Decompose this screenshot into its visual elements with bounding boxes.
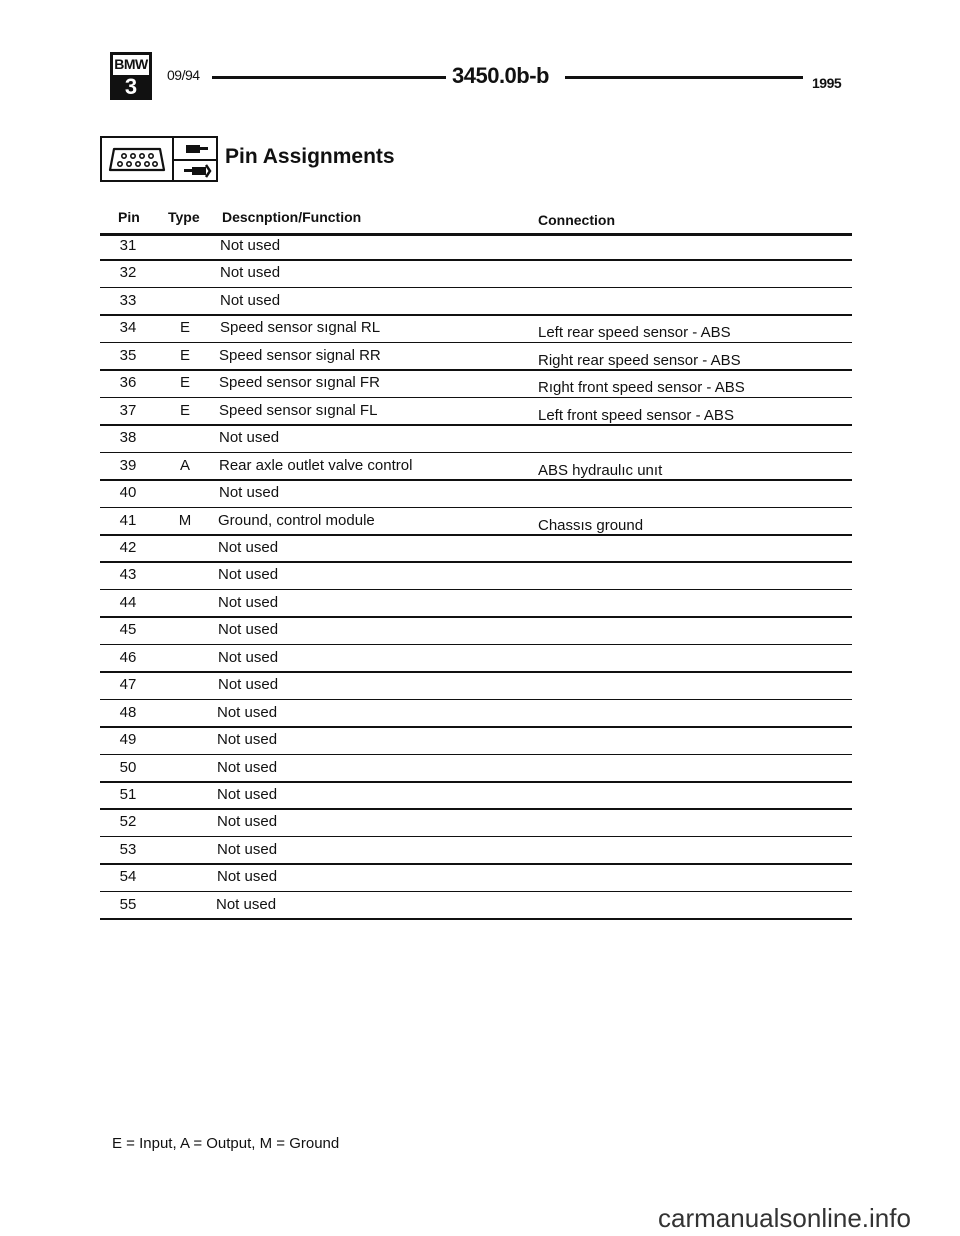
pin-number: 50 — [119, 758, 137, 776]
pin-connection: Rıght front speed sensor - ABS — [538, 379, 745, 397]
pin-type: E — [179, 319, 190, 337]
pin-number: 46 — [119, 648, 137, 666]
document-code: 3450.0b-b — [452, 63, 549, 88]
pin-number: 51 — [119, 786, 137, 803]
pin-description: Not used — [218, 593, 279, 611]
pin-number: 32 — [119, 264, 137, 282]
pin-number: 35 — [119, 346, 137, 364]
row-separator — [100, 863, 852, 865]
row-separator — [100, 259, 852, 261]
pin-connection: Left front speed sensor - ABS — [538, 406, 734, 424]
pin-description: Not used — [217, 868, 278, 886]
pin-description: Not used — [217, 703, 278, 721]
bmw-3-series-logo — [110, 52, 152, 100]
pin-type-icon — [176, 140, 216, 180]
pin-connection: ABS hydraulıc unıt — [538, 461, 663, 479]
column-header-description: Descnption/Function — [222, 209, 362, 225]
pin-number: 39 — [119, 456, 137, 474]
row-separator — [100, 534, 852, 536]
pin-description: Ground, control module — [218, 511, 375, 529]
pin-number: 36 — [119, 374, 137, 392]
pin-number: 42 — [119, 538, 137, 556]
pin-description: Not used — [218, 648, 279, 666]
pin-type: E — [179, 401, 190, 419]
section-title: Pin Assignments — [225, 145, 395, 168]
pin-number: 45 — [119, 621, 137, 639]
pin-type: E — [179, 346, 190, 364]
pin-number: 43 — [119, 566, 137, 584]
pin-number: 34 — [119, 319, 137, 337]
model-year: 1995 — [812, 75, 842, 91]
pin-type: M — [178, 511, 192, 529]
pin-number: 40 — [119, 484, 137, 502]
pin-number: 38 — [119, 429, 137, 447]
logo-brand: BMW — [113, 55, 149, 78]
row-separator — [100, 918, 852, 920]
pin-description: Not used — [220, 237, 281, 254]
column-header-connection: Connection — [538, 212, 615, 228]
pin-description: Not used — [217, 786, 278, 803]
pin-description: Not used — [218, 566, 279, 584]
row-separator — [100, 342, 852, 344]
pin-number: 55 — [119, 895, 137, 913]
pin-description: Not used — [218, 621, 279, 639]
pin-description: Not used — [217, 731, 278, 749]
pin-number: 31 — [119, 237, 137, 254]
pin-connection: Right rear speed sensor - ABS — [538, 351, 741, 369]
row-separator — [100, 836, 852, 838]
pin-description: Speed sensor sıgnal FL — [219, 401, 378, 419]
pin-number: 44 — [119, 593, 137, 611]
pin-description: Not used — [216, 895, 277, 913]
watermark: carmanualsonline.info — [658, 1203, 911, 1233]
row-separator — [100, 314, 852, 316]
row-separator — [100, 507, 852, 509]
logo-series: 3 — [113, 76, 149, 97]
section-icon-box — [100, 136, 218, 182]
pin-description: Not used — [219, 484, 280, 502]
pin-number: 54 — [119, 868, 137, 886]
pin-number: 41 — [119, 511, 137, 529]
pin-number: 33 — [119, 291, 137, 309]
pin-number: 53 — [119, 840, 137, 858]
pin-description: Not used — [219, 429, 280, 447]
pin-number: 48 — [119, 703, 137, 721]
connector-icon — [108, 146, 166, 174]
pin-number: 52 — [119, 813, 137, 831]
header-rule-right — [565, 76, 803, 79]
row-separator — [100, 754, 852, 756]
row-separator — [100, 699, 852, 701]
row-separator — [100, 369, 852, 371]
header-rule-left — [212, 76, 446, 79]
pin-number: 49 — [119, 731, 137, 749]
pin-number: 37 — [119, 401, 137, 419]
row-separator — [100, 726, 852, 728]
type-legend: E = Input, A = Output, M = Ground — [112, 1135, 340, 1152]
row-separator — [100, 479, 852, 481]
row-separator — [100, 589, 852, 591]
pin-connection: Chassıs ground — [538, 516, 644, 534]
pin-number: 47 — [119, 676, 137, 694]
pin-description: Not used — [217, 840, 278, 858]
row-separator — [100, 616, 852, 618]
table-header-rule — [100, 233, 852, 236]
pin-description: Not used — [220, 291, 281, 309]
row-separator — [100, 808, 852, 810]
pin-connection: Left rear speed sensor - ABS — [538, 324, 731, 342]
pin-description: Not used — [218, 538, 279, 556]
pin-description: Not used — [217, 813, 278, 831]
pin-description: Not used — [218, 676, 279, 694]
row-separator — [100, 891, 852, 893]
column-header-type: Type — [168, 209, 200, 225]
pin-type: A — [179, 456, 190, 474]
row-separator — [100, 561, 852, 563]
pin-description: Speed sensor signal RR — [219, 346, 381, 364]
pin-description: Rear axle outlet valve control — [219, 456, 413, 474]
pin-type: E — [179, 374, 190, 392]
row-separator — [100, 287, 852, 289]
row-separator — [100, 452, 852, 454]
column-header-pin: Pin — [118, 209, 140, 225]
pin-description: Not used — [217, 758, 278, 776]
pin-description: Speed sensor sıgnal RL — [220, 319, 381, 337]
row-separator — [100, 781, 852, 783]
row-separator — [100, 671, 852, 673]
pin-description: Speed sensor sıgnal FR — [219, 374, 380, 392]
pin-description: Not used — [220, 264, 281, 282]
row-separator — [100, 397, 852, 399]
row-separator — [100, 424, 852, 426]
header-date: 09/94 — [167, 67, 200, 83]
row-separator — [100, 644, 852, 646]
